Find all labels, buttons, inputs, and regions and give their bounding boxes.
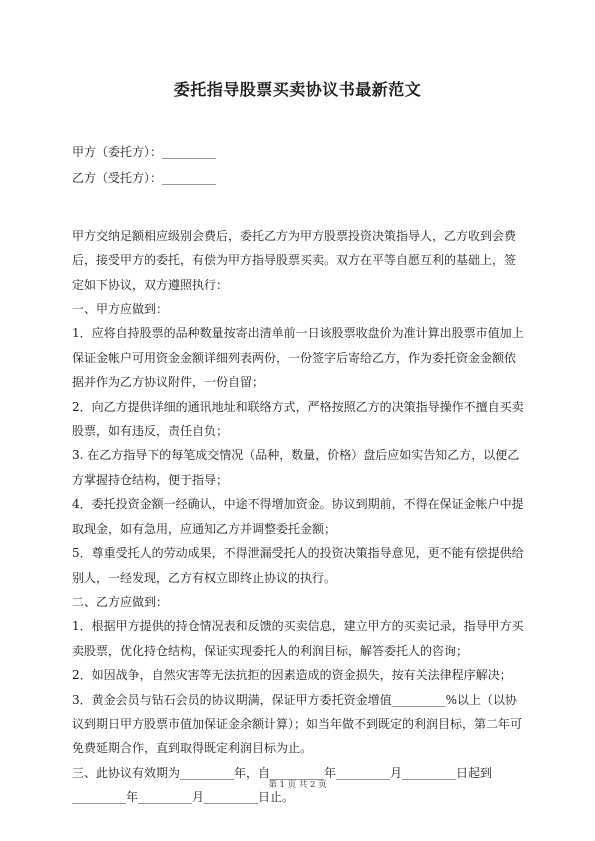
section-2-item: 3．黄金会员与钻石会员的协议期满，保证甲方委托资金增值_________%以上（以协议到期日甲方股票市值加保证金余额计算）；如当年做不到既定的利润目标，第二年可免费延期合作，直到取得既定利润目标为止。 xyxy=(72,692,523,756)
intro-paragraph: 甲方交纳足额相应级别会费后，委托乙方为甲方股票投资决策指导人，乙方收到会费后，接受甲方的委托，有偿为甲方指导股票买卖。双方在平等自愿互利的基础上，签定如下协议，双方遵照执行： xyxy=(72,228,517,292)
section-2-item: 2．如因战争，自然灾害等无法抗拒的因素造成的资金损失，按有关法律程序解决； xyxy=(72,668,512,683)
section-1-heading: 一、甲方应做到： xyxy=(72,302,169,317)
party-a-line: 甲方（委托方）：_________ xyxy=(72,145,217,159)
document-title: 委托指导股票买卖协议书最新范文 xyxy=(173,80,422,99)
document-body xyxy=(72,140,524,810)
section-1-item: 2．向乙方提供详细的通讯地址和联络方式，严格按照乙方的决策指导操作不擅自买卖股票，如有违反，责任自负； xyxy=(72,399,524,439)
section-1-item: 3. 在乙方指导下的每笔成交情况（品种，数量，价格）盘后应如实告知乙方，以便乙方掌握持仓结构，便于指导； xyxy=(72,448,520,487)
section-1-item: 4．委托投资金额一经确认，中途不得增加资金。协议到期前，不得在保证金帐户中提取现金，如有急用，应通知乙方并调整委托金额； xyxy=(72,497,524,536)
party-b-line: 乙方（受托方）：_________ xyxy=(72,171,217,186)
section-1-item: 1．应将自持股票的品种数量按寄出清单前一日该股票收盘价为准计算出股票市值加上保证金帐户可用资金金额详细列表两份，一份签字后寄给乙方，作为委托资金金额依据并作为乙方协议附件，一份自留； xyxy=(72,326,524,390)
section-2-item: 1．根据甲方提供的持仓情况表和反馈的买卖信息，建立甲方的买卖记录，指导甲方买卖股票，优化持仓结构，保证实现委托人的利润目标，解答委托人的咨询； xyxy=(72,619,524,658)
page-footer: 第 1 页 共 2 页 xyxy=(268,780,327,790)
section-1-item: 5．尊重受托人的劳动成果，不得泄漏受托人的投资决策指导意见，更不能有偿提供给别人，一经发现，乙方有权立即终止协议的执行。 xyxy=(72,546,524,585)
section-3-paragraph: 三、此协议有效期为_________年，自_________年_________月_________日起到_________年_________月_________日止。 xyxy=(72,765,493,805)
section-2-heading: 二、乙方应做到： xyxy=(72,594,169,609)
